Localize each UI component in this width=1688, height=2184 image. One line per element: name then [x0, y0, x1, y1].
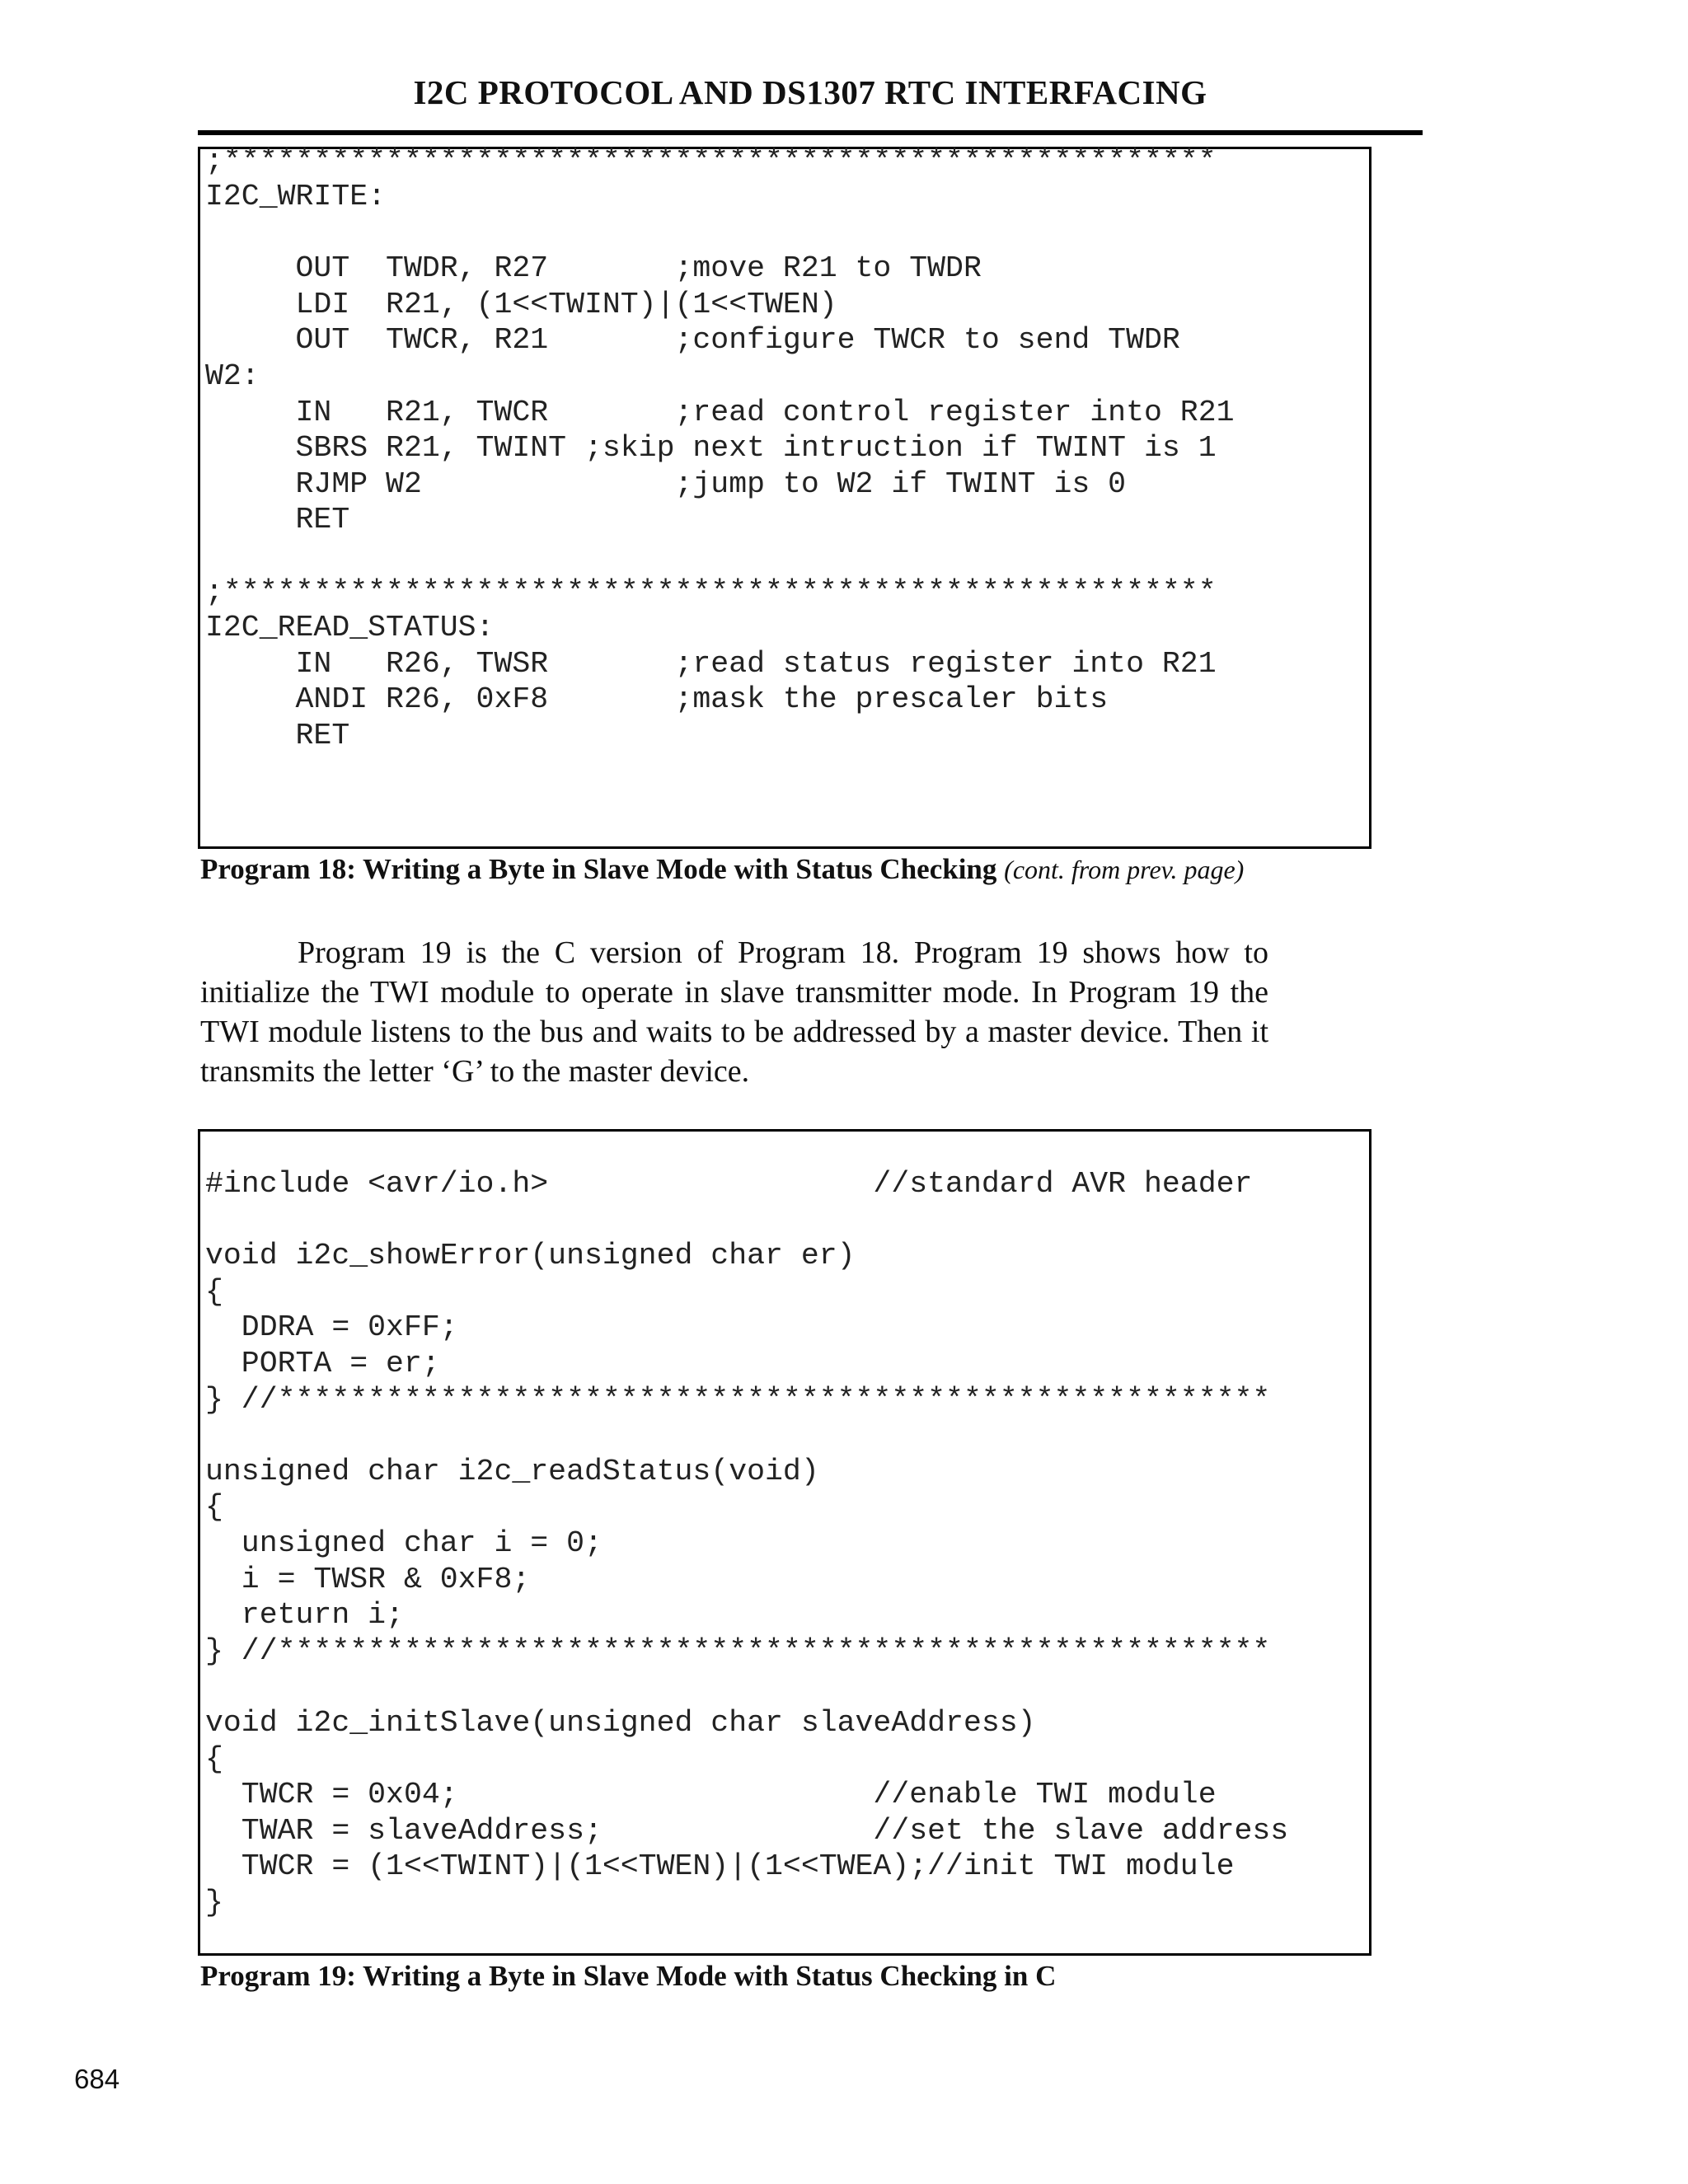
- code-line: TWCR = (1<<TWINT)|(1<<TWEN)|(1<<TWEA);//init TWI module: [205, 1849, 1235, 1884]
- code-line: OUT TWDR, R27 ;move R21 to TWDR: [205, 251, 982, 286]
- code-line: I2C_READ_STATUS:: [205, 611, 495, 645]
- code-line: return i;: [205, 1598, 404, 1633]
- program19-code-box: [198, 1129, 1372, 1956]
- code-line: RJMP W2 ;jump to W2 if TWINT is 0: [205, 466, 1127, 501]
- code-line: } //*******************************************************: [205, 1382, 1271, 1417]
- code-line: IN R26, TWSR ;read status register into R21: [205, 646, 1217, 681]
- code-line: PORTA = er;: [205, 1346, 440, 1380]
- code-line: } //*******************************************************: [205, 1633, 1271, 1668]
- code-line: unsigned char i = 0;: [205, 1526, 603, 1560]
- code-line: [205, 538, 1369, 574]
- code-line: RET: [205, 503, 350, 537]
- code-line: #include <avr/io.h> //standard AVR header: [205, 1167, 1253, 1201]
- code-line: [205, 1418, 1369, 1454]
- code-line: SBRS R21, TWINT ;skip next intruction if TWINT is 1: [205, 431, 1217, 466]
- code-line: DDRA = 0xFF;: [205, 1310, 458, 1345]
- code-line: [205, 1202, 1369, 1239]
- code-line: I2C_WRITE:: [205, 180, 387, 213]
- code-line: [205, 215, 1369, 251]
- program18-caption-title: Program 18: Writing a Byte in Slave Mode with Status Checking: [200, 853, 997, 885]
- running-header: [198, 73, 1423, 135]
- code-line: [205, 1669, 1369, 1705]
- code-line: TWAR = slaveAddress; //set the slave address: [205, 1813, 1289, 1848]
- code-line: }: [205, 1885, 223, 1919]
- code-line: {: [205, 1274, 223, 1309]
- code-line: ;*******************************************************: [205, 574, 1217, 609]
- code-line: OUT TWCR, R21 ;configure TWCR to send TWDR: [205, 323, 1180, 358]
- code-line: i = TWSR & 0xF8;: [205, 1562, 531, 1596]
- code-line: {: [205, 1490, 223, 1525]
- code-line: RET: [205, 718, 350, 752]
- code-line: IN R21, TWCR ;read control register into R21: [205, 395, 1235, 429]
- code-line: ANDI R26, 0xF8 ;mask the prescaler bits: [205, 682, 1109, 717]
- program18-code-box: [198, 144, 1372, 849]
- code-line: LDI R21, (1<<TWINT)|(1<<TWEN): [205, 287, 837, 321]
- page-number: 684: [74, 2064, 120, 2094]
- code-line: {: [205, 1741, 223, 1776]
- code-line: unsigned char i2c_readStatus(void): [205, 1454, 819, 1488]
- code-line: W2:: [205, 359, 260, 393]
- code-line: void i2c_showError(unsigned char er): [205, 1239, 856, 1273]
- code-line: void i2c_initSlave(unsigned char slaveAddress): [205, 1705, 1036, 1740]
- header-title: I2C PROTOCOL AND DS1307 RTC INTERFACING: [413, 73, 1207, 111]
- body-paragraph: Program 19 is the C version of Program 18. Program 19 shows how to initialize the TWI module to operate in slave transmitter mode. In Program 19 the TWI module listens to the bus and waits to be addressed by a master device. Then it transmits the letter ‘G’ to the master device.: [200, 935, 1268, 1089]
- program18-caption-note: (cont. from prev. page): [1004, 855, 1245, 884]
- code-line: ;*******************************************************: [205, 144, 1217, 178]
- code-line: TWCR = 0x04; //enable TWI module: [205, 1778, 1217, 1812]
- program19-caption-title: Program 19: Writing a Byte in Slave Mode with Status Checking in C: [200, 1960, 1057, 1992]
- program19-caption: [200, 1960, 1056, 1993]
- program18-caption: [200, 853, 1244, 886]
